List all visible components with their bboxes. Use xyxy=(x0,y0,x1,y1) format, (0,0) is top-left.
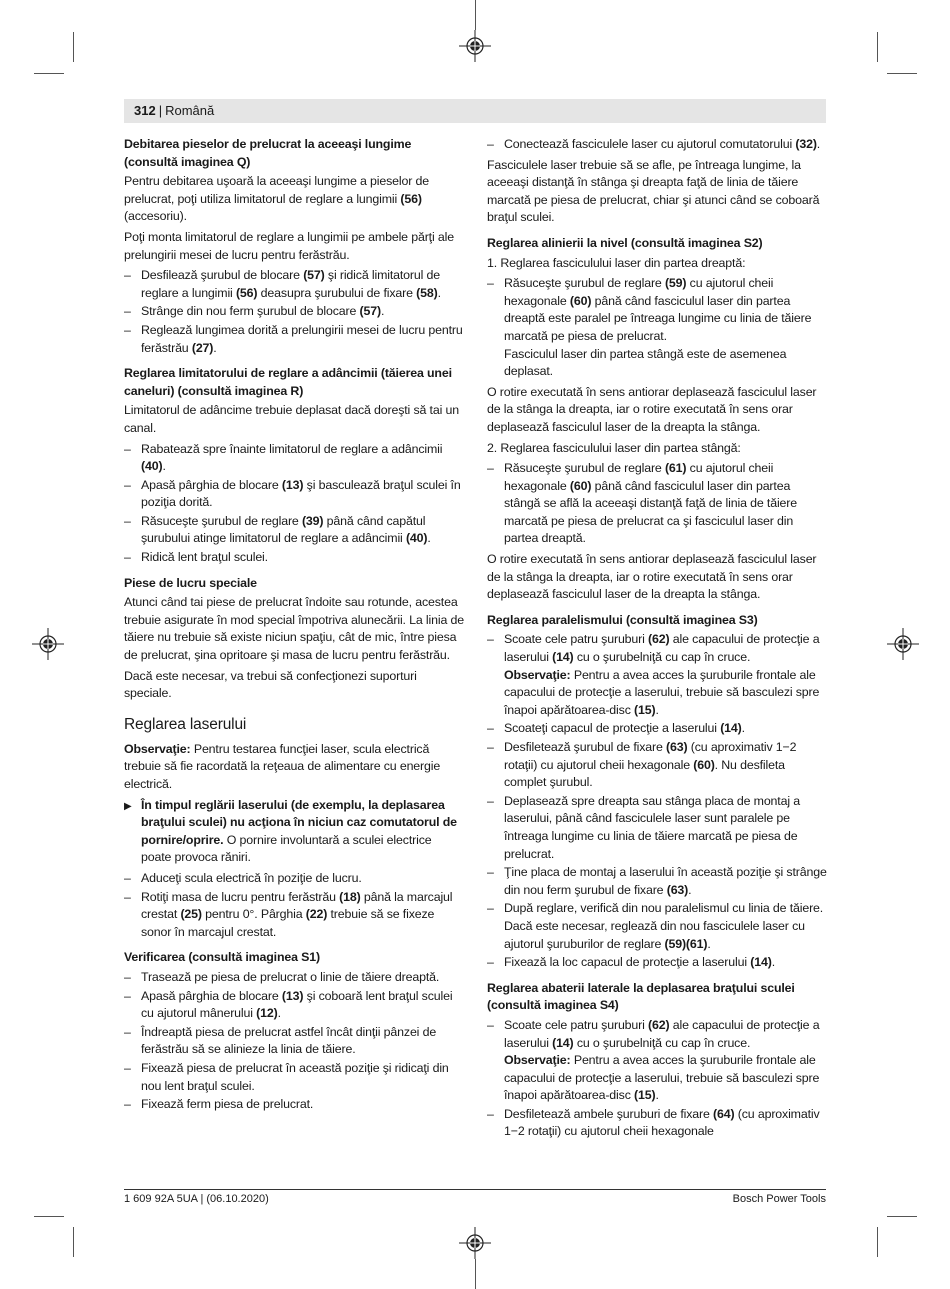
header-separator: | xyxy=(158,103,163,118)
crop-mark xyxy=(73,1227,74,1257)
page-header xyxy=(134,103,214,119)
crop-mark xyxy=(877,32,878,62)
step-list xyxy=(487,460,827,548)
list-item: – Fixează piesa de prelucrat în această poziţie şi ridicaţi din nou lent braţul sculei. xyxy=(124,1060,464,1095)
list-item: – Trasează pe piesa de prelucrat o linie de tăiere dreaptă. xyxy=(124,969,464,987)
numbered-step: 2. Reglarea fasciculului laser din partea stângă: xyxy=(487,440,741,455)
warning-list xyxy=(124,797,464,867)
page-number: 312 xyxy=(134,103,156,118)
list-item-note: Observaţie: Pentru a avea acces la şuruburile frontale ale capacului de protecţie a laserului, trebuie să basculezi spre înapoi apărătoarea-disc (15). xyxy=(504,1053,820,1103)
numbered-step: 1. Reglarea fasciculului laser din partea dreaptă: xyxy=(487,255,746,270)
list-item: – Deplasează spre dreapta sau stânga placa de montaj a laserului, până când fasciculele laser sunt paralele pe întreaga lungime cu linia de tăiere marcată pe piesa de prelucrat. xyxy=(487,793,827,863)
paragraph: Poţi monta limitatorul de reglare a lungimii pe ambele părţi ale prelungirii mesei de lucru pentru ferăstrău. xyxy=(124,229,454,262)
list-item: – Aduceţi scula electrică în poziţie de lucru. xyxy=(124,870,464,888)
list-item: – Reglează lungimea dorită a prelungirii mesei de lucru pentru ferăstrău (27). xyxy=(124,322,464,357)
step-list xyxy=(487,1017,827,1141)
list-item: – Apasă pârghia de blocare (13) şi coboară lent braţul sculei cu ajutorul mânerului (12). xyxy=(124,988,464,1023)
list-item: – Rotiţi masa de lucru pentru ferăstrău (18) până la marcajul crestat (25) pentru 0°. Pârghia (22) trebuie să se fixeze sonor în marcajul crestat. xyxy=(124,889,464,942)
registration-mark-icon xyxy=(459,30,491,62)
right-column xyxy=(487,136,827,1144)
list-item: – Desfiletează ambele şuruburi de fixare (64) (cu aproximativ 1−2 rotaţii) cu ajutorul cheii hexagonale xyxy=(487,1106,827,1141)
list-item: – Desfiletează şurubul de fixare (63) (cu aproximativ 1−2 rotaţii) cu ajutorul cheii hexagonale (60). Nu desfileta complet şurubul. xyxy=(487,739,827,792)
list-item: – Rabatează spre înainte limitatorul de reglare a adâncimii (40). xyxy=(124,441,464,476)
list-item: – Scoate cele patru şuruburi (62) ale capacului de protecţie a laserului (14) cu o şurubelniţă cu cap în cruce. Observaţie: Pentru a avea acces la şuruburile frontale ale capacului de protecţie a laserului, trebuie să basculezi spre înapoi apărătoarea-disc (15). xyxy=(487,1017,827,1105)
paragraph: O rotire executată în sens antiorar deplasează fasciculul laser de la stânga la dreapta, iar o rotire executată în sens orar deplasează fasciculul laser de la dreapta la stânga. xyxy=(487,384,817,434)
list-item: – Scoate cele patru şuruburi (62) ale capacului de protecţie a laserului (14) cu o şurubelniţă cu cap în cruce. Observaţie: Pentru a avea acces la şuruburile frontale ale capacului de protecţie a laserului, trebuie să basculezi spre înapoi apărătoarea-disc (15). xyxy=(487,631,827,719)
registration-mark-icon xyxy=(32,628,64,660)
section-title: Reglarea abaterii laterale la deplasarea braţului sculei (consultă imaginea S4) xyxy=(487,980,795,1013)
step-list xyxy=(487,275,827,381)
paragraph: Fasciculele laser trebuie să se afle, pe întreaga lungime, la aceeaşi distanţă în stânga şi dreapta faţă de linia de tăiere marcată pe piesa de prelucrat, chiar şi atunci când se coboară braţul sculei. xyxy=(487,157,820,225)
list-item: – Răsuceşte şurubul de reglare (39) până când capătul şurubului atinge limitatorul de reglare a adâncimii (40). xyxy=(124,513,464,548)
step-list xyxy=(487,631,827,971)
paragraph: O rotire executată în sens antiorar deplasează fasciculul laser de la stânga la dreapta, iar o rotire executată în sens orar deplasează fasciculul laser de la dreapta la stânga. xyxy=(487,552,817,602)
step-list xyxy=(124,267,464,357)
list-item: – Desfilează şurubul de blocare (57) şi ridică limitatorul de reglare a lungimii (56) deasupra şurubului de fixare (58). xyxy=(124,267,464,302)
crop-mark xyxy=(34,1216,64,1217)
crop-mark xyxy=(887,73,917,74)
registration-mark-icon xyxy=(459,1227,491,1259)
list-item: – Fixează la loc capacul de protecţie a laserului (14). xyxy=(487,954,827,972)
footer-rule xyxy=(124,1189,826,1190)
list-item: – Strânge din nou ferm şurubul de blocare (57). xyxy=(124,303,464,321)
crop-mark xyxy=(73,32,74,62)
paragraph: Limitatorul de adâncime trebuie deplasat dacă doreşti să tai un canal. xyxy=(124,403,459,435)
crop-mark xyxy=(887,1216,917,1217)
section-title: Reglarea alinierii la nivel (consultă imaginea S2) xyxy=(487,235,763,250)
list-item: – Răsuceşte şurubul de reglare (59) cu ajutorul cheii hexagonale (60) până când fasciculul laser din partea dreaptă este paralel pe întreaga lungime cu linia de tăiere marcată pe piesa de prelucrat. Fasciculul laser din partea stângă este de asemenea deplasat. xyxy=(487,275,827,381)
paragraph: Dacă este necesar, va trebui să confecţionezi suporturi speciale. xyxy=(124,668,417,701)
step-list xyxy=(124,441,464,567)
list-item: – Fixează ferm piesa de prelucrat. xyxy=(124,1096,464,1114)
registration-mark-icon xyxy=(887,628,919,660)
list-item: – Răsuceşte şurubul de reglare (61) cu ajutorul cheii hexagonale (60) până când fasciculul laser din partea stângă se află la aceeaşi distanţă faţă de linia de tăiere marcată pe piesa de prelucrat ca şi fasciculul laser din partea dreaptă. xyxy=(487,460,827,548)
note-paragraph: Observaţie: Pentru testarea funcţiei laser, scula electrică trebuie să fie racordată la reţeaua de alimentare cu energie electrică. xyxy=(124,741,441,791)
step-list xyxy=(124,969,464,1114)
list-item: – Îndreaptă piesa de prelucrat astfel încât dinţii pânzei de ferăstrău să se alinieze la linia de tăiere. xyxy=(124,1024,464,1059)
paragraph: Atunci când tai piese de prelucrat îndoite sau rotunde, acestea trebuie asigurate în mod special împotriva alunecării. La linia de tăiere nu trebuie să existe niciun spaţiu, cât de mic, între piesa de prelucrat, şina opritoare şi masa de lucru pentru ferăstrău. xyxy=(124,595,464,663)
warning-item: ▶ În timpul reglării laserului (de exemplu, la deplasarea braţului sculei) nu acţiona în niciun caz comutatorul de pornire/oprire. O pornire involuntară a sculei electrice poate provoca răniri. xyxy=(124,797,464,867)
crop-mark xyxy=(475,0,476,30)
section-title: Reglarea limitatorului de reglare a adâncimii (tăierea unei caneluri) (consultă imaginea R) xyxy=(124,366,452,398)
paragraph: Pentru debitarea uşoară la aceeaşi lungime a pieselor de prelucrat, poţi utiliza limitatorul de reglare a lungimii (56) (accesoriu). xyxy=(124,174,430,224)
crop-mark xyxy=(475,1259,476,1289)
footer-brand: Bosch Power Tools xyxy=(732,1193,826,1205)
section-title: Verificarea (consultă imaginea S1) xyxy=(124,950,320,965)
crop-mark xyxy=(34,73,64,74)
step-list xyxy=(487,136,827,154)
page-language: Română xyxy=(165,103,215,118)
list-item: – Scoateţi capacul de protecţie a laserului (14). xyxy=(487,720,827,738)
crop-mark xyxy=(877,1227,878,1257)
list-item: – Apasă pârghia de blocare (13) şi basculează braţul sculei în poziţia dorită. xyxy=(124,477,464,512)
header-bar xyxy=(124,99,826,123)
section-title: Debitarea pieselor de prelucrat la aceeaşi lungime (consultă imaginea Q) xyxy=(124,137,412,169)
list-item-note: Observaţie: Pentru a avea acces la şuruburile frontale ale capacului de protecţie a laserului, trebuie să basculezi spre înapoi apărătoarea-disc (15). xyxy=(504,667,820,717)
list-item: – Conectează fasciculele laser cu ajutorul comutatorului (32). xyxy=(487,136,827,154)
section-title: Piese de lucru speciale xyxy=(124,575,257,590)
left-column xyxy=(124,136,464,1117)
list-item: – Ridică lent braţul sculei. xyxy=(124,549,464,567)
footer-doc-id: 1 609 92A 5UA | (06.10.2020) xyxy=(124,1193,269,1205)
chapter-title: Reglarea laserului xyxy=(124,715,247,733)
list-item-subtext: Fasciculul laser din partea stângă este de asemenea deplasat. xyxy=(504,346,787,379)
list-item: – După reglare, verifică din nou paralelismul cu linia de tăiere. Dacă este necesar, reglează din nou fasciculele laser cu ajutorul şuruburilor de reglare (59)(61). xyxy=(487,900,827,953)
step-list xyxy=(124,870,464,941)
list-item: – Ţine placa de montaj a laserului în această poziţie şi strânge din nou ferm şurubul de fixare (63). xyxy=(487,864,827,899)
section-title: Reglarea paralelismului (consultă imaginea S3) xyxy=(487,612,758,627)
